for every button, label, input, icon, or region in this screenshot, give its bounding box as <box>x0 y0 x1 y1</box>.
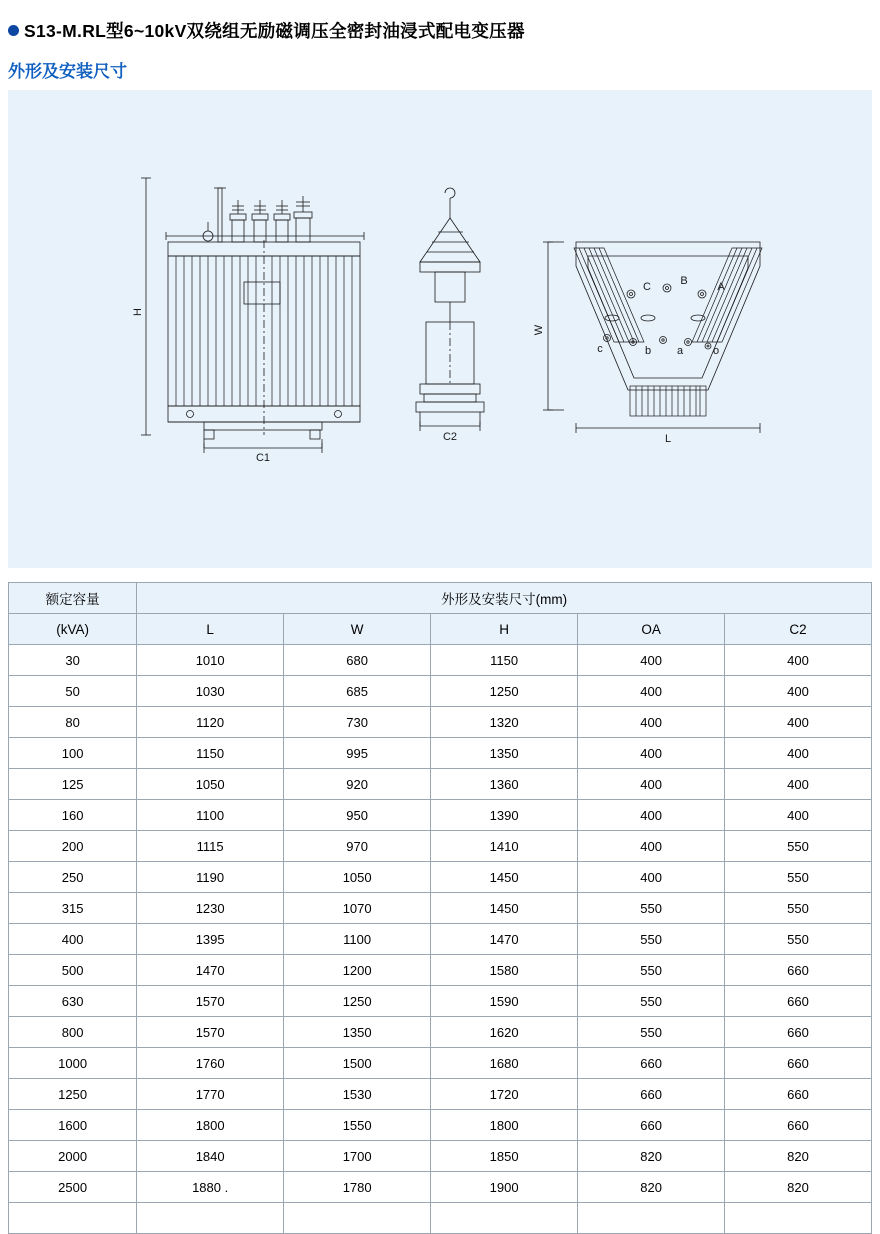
header-capacity-title: 额定容量 <box>9 583 137 614</box>
cell-l: 1840 <box>137 1141 284 1172</box>
cell-w: 970 <box>284 831 431 862</box>
cell-l: 1115 <box>137 831 284 862</box>
cell-w: 1350 <box>284 1017 431 1048</box>
terminal-label-a-lv: a <box>676 345 684 357</box>
cell-oa: 550 <box>578 1017 725 1048</box>
header-col-h: H <box>431 614 578 645</box>
cell-h: 1350 <box>431 738 578 769</box>
cell-oa: 550 <box>578 986 725 1017</box>
cell-l: 1470 <box>137 955 284 986</box>
cell-capacity: 100 <box>9 738 137 769</box>
cell-h: 1720 <box>431 1079 578 1110</box>
cell-capacity: 160 <box>9 800 137 831</box>
cell-l: 1760 <box>137 1048 284 1079</box>
cell-l: 1770 <box>137 1079 284 1110</box>
header-col-c2: C2 <box>725 614 872 645</box>
table-row <box>9 645 872 676</box>
cell-capacity: 2000 <box>9 1141 137 1172</box>
cell-w: 730 <box>284 707 431 738</box>
cell-l: 1050 <box>137 769 284 800</box>
cell-h: 1580 <box>431 955 578 986</box>
table-row <box>9 800 872 831</box>
cell-w: 1700 <box>284 1141 431 1172</box>
cell-capacity: 1000 <box>9 1048 137 1079</box>
cell-h: 1410 <box>431 831 578 862</box>
cell-oa: 400 <box>578 831 725 862</box>
cell-l: 1395 <box>137 924 284 955</box>
cell-capacity: 200 <box>9 831 137 862</box>
cell-h <box>431 1203 578 1234</box>
table-row <box>9 862 872 893</box>
header-capacity-unit: (kVA) <box>9 614 137 645</box>
cell-c2: 660 <box>725 1079 872 1110</box>
dim-label-w: W <box>533 324 545 336</box>
cell-c2 <box>725 1203 872 1234</box>
cell-h: 1620 <box>431 1017 578 1048</box>
table-head <box>9 583 872 645</box>
table-row <box>9 1172 872 1203</box>
cell-w: 685 <box>284 676 431 707</box>
table-row <box>9 1017 872 1048</box>
cell-c2: 400 <box>725 800 872 831</box>
cell-capacity: 1600 <box>9 1110 137 1141</box>
cell-oa: 550 <box>578 955 725 986</box>
cell-c2: 660 <box>725 1048 872 1079</box>
cell-capacity: 315 <box>9 893 137 924</box>
cell-w: 1050 <box>284 862 431 893</box>
cell-oa <box>578 1203 725 1234</box>
table-row <box>9 707 872 738</box>
table-row <box>9 893 872 924</box>
outline-drawing-panel <box>8 90 872 568</box>
dim-label-h: H <box>132 308 144 316</box>
cell-c2: 550 <box>725 831 872 862</box>
cell-w: 995 <box>284 738 431 769</box>
cell-c2: 400 <box>725 645 872 676</box>
cell-l: 1880 . <box>137 1172 284 1203</box>
cell-oa: 400 <box>578 800 725 831</box>
header-col-oa: OA <box>578 614 725 645</box>
cell-oa: 400 <box>578 707 725 738</box>
table-body <box>9 645 872 1234</box>
terminal-label-a: A <box>717 281 725 293</box>
transformer-outline-drawing <box>8 90 872 568</box>
cell-w: 1100 <box>284 924 431 955</box>
cell-capacity: 500 <box>9 955 137 986</box>
cell-c2: 820 <box>725 1172 872 1203</box>
cell-c2: 400 <box>725 676 872 707</box>
terminal-label-o-lv: o <box>712 345 720 357</box>
table-row <box>9 1203 872 1234</box>
section-title: 外形及安装尺寸 <box>8 62 127 81</box>
terminal-label-b: B <box>680 275 688 287</box>
cell-capacity: 2500 <box>9 1172 137 1203</box>
cell-c2: 550 <box>725 893 872 924</box>
cell-capacity: 630 <box>9 986 137 1017</box>
cell-h: 1800 <box>431 1110 578 1141</box>
cell-l: 1800 <box>137 1110 284 1141</box>
cell-oa: 400 <box>578 645 725 676</box>
cell-h: 1390 <box>431 800 578 831</box>
table-header-row-1 <box>9 583 872 614</box>
cell-capacity: 1250 <box>9 1079 137 1110</box>
cell-oa: 400 <box>578 862 725 893</box>
page-title: S13-M.RL型6~10kV双绕组无励磁调压全密封油浸式配电变压器 <box>24 21 525 41</box>
cell-w: 950 <box>284 800 431 831</box>
cell-c2: 400 <box>725 738 872 769</box>
header-col-l: L <box>137 614 284 645</box>
cell-capacity: 250 <box>9 862 137 893</box>
table-row <box>9 738 872 769</box>
cell-h: 1360 <box>431 769 578 800</box>
table-row <box>9 1141 872 1172</box>
header-group-dimensions: 外形及安装尺寸(mm) <box>137 583 872 614</box>
cell-oa: 820 <box>578 1172 725 1203</box>
cell-l: 1190 <box>137 862 284 893</box>
cell-capacity: 30 <box>9 645 137 676</box>
header-col-w: W <box>284 614 431 645</box>
table-row <box>9 1048 872 1079</box>
cell-h: 1150 <box>431 645 578 676</box>
cell-w: 1200 <box>284 955 431 986</box>
cell-l: 1120 <box>137 707 284 738</box>
table-row <box>9 769 872 800</box>
cell-h: 1450 <box>431 862 578 893</box>
cell-capacity <box>9 1203 137 1234</box>
cell-oa: 660 <box>578 1048 725 1079</box>
cell-l: 1030 <box>137 676 284 707</box>
cell-h: 1450 <box>431 893 578 924</box>
cell-oa: 550 <box>578 893 725 924</box>
cell-c2: 820 <box>725 1141 872 1172</box>
cell-oa: 400 <box>578 769 725 800</box>
cell-capacity: 125 <box>9 769 137 800</box>
cell-w: 920 <box>284 769 431 800</box>
cell-l: 1570 <box>137 1017 284 1048</box>
cell-capacity: 50 <box>9 676 137 707</box>
cell-oa: 660 <box>578 1110 725 1141</box>
bullet-dot-icon <box>8 25 19 36</box>
cell-capacity: 800 <box>9 1017 137 1048</box>
cell-c2: 400 <box>725 707 872 738</box>
cell-w: 1250 <box>284 986 431 1017</box>
cell-h: 1900 <box>431 1172 578 1203</box>
dimensions-table <box>8 582 872 1234</box>
terminal-label-b-lv: b <box>644 345 652 357</box>
cell-c2: 550 <box>725 924 872 955</box>
cell-h: 1680 <box>431 1048 578 1079</box>
cell-l: 1010 <box>137 645 284 676</box>
cell-l: 1570 <box>137 986 284 1017</box>
cell-c2: 660 <box>725 986 872 1017</box>
table-row <box>9 955 872 986</box>
cell-oa: 660 <box>578 1079 725 1110</box>
dim-label-l: L <box>664 433 672 445</box>
table-row <box>9 986 872 1017</box>
cell-h: 1850 <box>431 1141 578 1172</box>
cell-l: 1230 <box>137 893 284 924</box>
cell-w: 680 <box>284 645 431 676</box>
cell-oa: 400 <box>578 738 725 769</box>
cell-c2: 550 <box>725 862 872 893</box>
cell-w: 1530 <box>284 1079 431 1110</box>
cell-w: 1070 <box>284 893 431 924</box>
cell-c2: 400 <box>725 769 872 800</box>
cell-c2: 660 <box>725 1017 872 1048</box>
cell-l <box>137 1203 284 1234</box>
table-header-row-2 <box>9 614 872 645</box>
cell-h: 1320 <box>431 707 578 738</box>
table-row <box>9 1110 872 1141</box>
cell-capacity: 400 <box>9 924 137 955</box>
cell-w: 1500 <box>284 1048 431 1079</box>
cell-h: 1470 <box>431 924 578 955</box>
table-row <box>9 831 872 862</box>
cell-c2: 660 <box>725 1110 872 1141</box>
table-row <box>9 1079 872 1110</box>
cell-oa: 400 <box>578 676 725 707</box>
cell-oa: 550 <box>578 924 725 955</box>
cell-l: 1150 <box>137 738 284 769</box>
cell-capacity: 80 <box>9 707 137 738</box>
dim-label-c2: C2 <box>442 431 458 443</box>
cell-h: 1250 <box>431 676 578 707</box>
document-header <box>0 0 880 43</box>
table-row <box>9 924 872 955</box>
cell-l: 1100 <box>137 800 284 831</box>
cell-w: 1780 <box>284 1172 431 1203</box>
terminal-label-c-lv: c <box>597 343 603 355</box>
cell-w: 1550 <box>284 1110 431 1141</box>
table-row <box>9 676 872 707</box>
dim-label-c1: C1 <box>255 452 271 464</box>
cell-oa: 820 <box>578 1141 725 1172</box>
cell-c2: 660 <box>725 955 872 986</box>
cell-h: 1590 <box>431 986 578 1017</box>
cell-w <box>284 1203 431 1234</box>
terminal-label-c: C <box>643 281 651 293</box>
